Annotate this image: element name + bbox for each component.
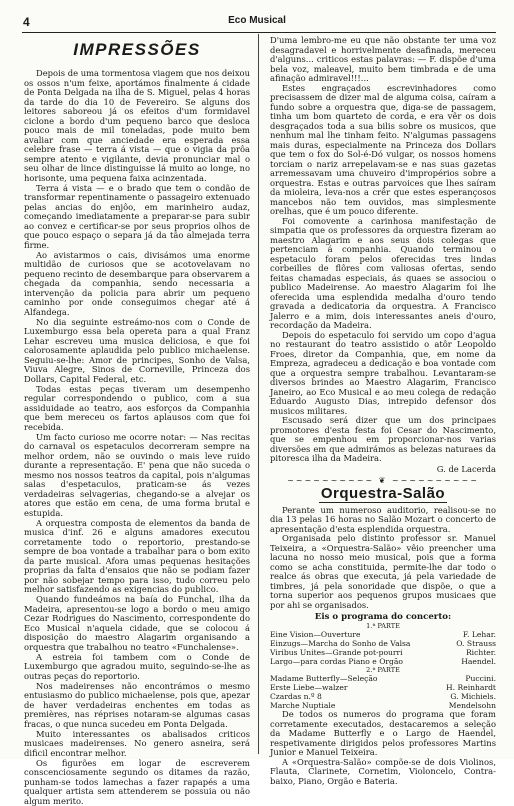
program-item (270, 630, 496, 639)
program-item (270, 639, 496, 648)
section-heading-text: Orquestra-Salão (319, 485, 447, 503)
program-composer: G. Michiels. (450, 692, 496, 701)
paragraph: D'uma lembro-me eu que não obstante ter uma voz desagradavel e horrivelmente desafinada, mereceu d'alguns... criticos estas palavras: — F. dispõe d'uma bela voz, maleavel, muito bem timbrada e de uma afinação admiravel!!!... (270, 36, 496, 84)
left-column (24, 36, 250, 756)
program-composer: Puccini. (465, 674, 496, 683)
program-work: Marche Nuptiale (270, 701, 335, 710)
paragraph: Depois de uma tormentosa viagem que nos deixou os ossos n'um feixe, aportámos finalmente á cidade de Ponta Delgada na ilha de S. Miguel, pelas 4 horas da tarde do dia 10 de Fevereiro. Se alguns dos leitores saboreou já os efeitos d'um formidavel ciclone a bordo d'um pequeno barco que desloca pouco mais de mil toneladas, pode muito bem avaliar com que anciedade era esperada essa celebre frase — terra á vista — que o vigia da prôa sempre atento e vigilante, devia pronunciar mal o seu olhar de lince distinguisse lá muito ao longe, no horisonte, uma pequena faixa acinzentada. (24, 69, 250, 183)
right-column (270, 36, 496, 756)
paragraph: A «Orquestra-Salão» compõe-se de dois Violinos, Flauta, Clarinete, Cornetim, Violoncelo, Contra-baixo, Piano, Orgão e Bateria. (270, 758, 496, 787)
program-composer: Mendelsohn (449, 701, 496, 710)
paragraph: No dia seguinte estreámo-nos com o Conde de Luxemburgo essa bela opereta para a qual Franz Lehar escreveu uma musica deliciosa, e que foi calorosamente aplaudida pelo publico michaelense. Seguiu-se-lhe: Amor de principes, Sonho de Valsa, Viuva Alegre, Sinos de Corneville, Princeza dos Dollars, Capital Federal, etc. (24, 318, 250, 385)
program-item (270, 692, 496, 701)
program-composer: Haendel. (461, 657, 496, 666)
paragraph: Os figurões em logar de escreverem conscenciosamente segundo os ditames da razão, punham-se todos lamechas a fazer rapapés a uma qualquer artista sem attenderem se possuia ou não algum merito. (24, 759, 250, 806)
program-title: Eis o programa do concerto: (270, 612, 496, 622)
paragraph: De todos os numeros do programa que foram corretamente executados, destacaremos a seleção da Madame Butterfly e o Largo de Haendel, respetivamente dirigidos pelos professores Martins Junior e Manuel Teixeira. (270, 710, 496, 758)
program-composer: Richter. (466, 648, 496, 657)
paragraph: Nos madeirenses não encontrámos o mesmo entusiasmo do publico michaelense, pois que, apezar de haver verdadeiras enchentes em todas as premières, nas réprises notaram-se algumas casas fracas, o que nunca sucedeu em Ponta Delgada. (24, 682, 250, 730)
program-item (270, 683, 496, 692)
paragraph: Perante um numeroso auditorio, realisou-se no dia 13 pelas 16 horas no Salão Mozart o concerto de apresentação d'esta esplendida orquestra. (270, 506, 496, 535)
paragraph: Um facto curioso me ocorre notar: — Nas recitas do carnaval os espetaculos decorreram sempre na melhor ordem, não se ouvindo o mais leve ruido durante a representação. E' pena que não suceda o mesmo nos nossos teatros da capital, pois n'algumas salas d'espetaculos, praticam-se ás vezes verdadeiras selvagerias, chegando-se a alvejar os atores que estão em cena, de uma forma brutal e estupida. (24, 433, 250, 519)
paragraph: Estes engraçados escrevinhadores como precisassem de dizer mal de alguma coisa, caíram a fundo sobre a orquestra que, diga-se de passagem, tinha um bom quarteto de corda, e era vêr os dois desgraçados toda a sua bilis sobre os musicos, que nenhum mal lhe tinham feito. N'algumas passagens mais duras, especialmente na Princeza dos Dollars que tem o fox do Sol-é-Dó vulgar, os nossos homens torciam o nariz arrepelavam-se e nas suas gazetas arremessavam uma chuveiro d'impropérios sobre a orquestra. Estas e outras parvoices que lhes saíram da mioleira, leva-nos a crêr que estes esperançosos mancebos não tem ouvidos, mas simplesmente orelhas, que é um pouco diferente. (270, 84, 496, 217)
paragraph: Ao avistarmos o cais, divisámos uma enorme multidão de curiosos que se acotovelavam no pequeno recinto de desembarque para observarem a chegada da companhia, sendo necessaria a intervenção da policia para abrir um pequeno caminho por onde conseguimos chegar até á Alfandega. (24, 251, 250, 318)
program-composer: O. Strauss (456, 639, 496, 648)
program-item (270, 648, 496, 657)
paragraph: Todas estas peças tiveram um desempenho regular correspondendo o publico, com a sua assiduidade ao teatro, aos esforços da Companhia que bem mereceu os fartos aplausos com que foi recebida. (24, 385, 250, 433)
paragraph: Escusado será dizer que um dos principaes promotores d'esta festa foi Cesar do Nascimento, que se empenhou em proporcionar-nos varias diversões em que admirámos as belezas naturaes da pitoresca ilha da Madeira. (270, 416, 496, 464)
paragraph: A estreia foi tambem com o Conde de Luxemburgo que agradou muito, seguindo-se-lhe as outras peças do reportorio. (24, 653, 250, 682)
paragraph: Foi comovente a carinhosa manifestação de simpatia que os professores da orquestra fizeram ao maestro Alagarim e aos seus dois colegas que pertenciam á companhia. Quando terminou o espetaculo foram pelos oferecidas tres lindas corbeilles de flôres com valiosas ofertas, sendo feitas chamadas especiais, ás quaes se associou o publico Madeirense. Ao maestro Alagarim foi lhe oferecida uma esplendida medalha d'ouro tendo gravada a dedicatoria da orquestra. A Francisco Jalerro e a mim, dois interessantes aneis d'ouro, recordação da Madeira. (270, 217, 496, 331)
program-list (270, 674, 496, 710)
paragraph: A orquestra composta de elementos da banda de musica d'inf. 26 e alguns amadores executou corretamente todo o reportorio, prestando-se sempre de boa vontade a trabalhar para o bom exito da parte musical. Afora umas pequenas hesitações proprias da falta d'ensaios que não se podiam fazer por não sobejar tempo para isso, tudo correu pelo melhor satisfazendo as exigencias do publico. (24, 519, 250, 595)
program-item (270, 674, 496, 683)
part-label: 2.ª PARTE (270, 666, 496, 674)
program-work: Eine Vision—Ouverture (270, 630, 361, 639)
program-work: Erste Liebe—walzer (270, 683, 348, 692)
paragraph: Muito interessantes os abalisados criticos musicaes madeirenses. No genero asneira, será dificil encontrar melhor. (24, 730, 250, 759)
paragraph: Organisada pelo distinto professor sr. Manuel Teixeira, a «Orquestra-Salão» vêio preencher uma lacuna no nosso meio musical, pois que a forma como se acha constituida, permite-lhe dar todo o realce ás obras que executa, já pela variedade de timbres, já pela sonoridade que dispõe, o que a torna superior aos pequenos grupos musicaes que por ahi se organisados. (270, 534, 496, 610)
section-heading (270, 485, 496, 502)
program-composer: F. Lehar. (463, 630, 496, 639)
program-work: Czardas n.º 8 (270, 692, 322, 701)
program-list (270, 630, 496, 666)
program-composer: H. Reinhardt (446, 683, 496, 692)
paragraph: Terra á vista — e o brado que tem o condão de transformar repentinamente o passageiro extenuado pelas ancias do enjôo, em marinheiro audaz, começando imediatamente a preparar-se para subir ao convez e certificar-se por seus proprios olhos de que pouco espaço o separa já da tão almejada terra firme. (24, 184, 250, 251)
program-work: Largo—para cordas Piano e Orgão (270, 657, 403, 666)
paragraph: Quando fundeámos na baía do Funchal, ilha da Madeira, apresentou-se logo a bordo o meu amigo Cezar Rodrigues do Nascimento, correspondente do Eco Musical n'aquela cidade, que se colocou á disposição do maestro Alagarim organisando a orquestra que trabalhou no teatro «Funchalense». (24, 595, 250, 652)
article-heading: IMPRESSÕES (24, 40, 250, 60)
part-label: 1.ª PARTE (270, 622, 496, 630)
program-work: Madame Butterfly—Seleção (270, 674, 377, 683)
page-header (0, 15, 514, 31)
header-rule (22, 32, 496, 33)
program-work: Viribus Unites—Grande pot-pourri (270, 648, 403, 657)
paragraph: Depois do espetaculo foi servido um copo d'agua no restaurant do teatro assistido o atôr Leopoldo Froes, diretor da Companhia, que, em nome da Empreza, agradeceu a dedicação e boa vontade com que a orquestra sempre trabalhou. Levantaram-se diversos brindes ao Maestro Alagarim, Francisco Janeiro, ao Eco Musical e ao meu colega de redação Eduardo Augusto Dias, intrepido defensor dos musicos militares. (270, 331, 496, 417)
ornament-divider: ~~~~~~~~~~ ❦ ~~~~~~~~~~ (270, 476, 496, 485)
program-work: Einzugs—Marcha do Sonho de Valsa (270, 639, 410, 648)
program-item (270, 657, 496, 666)
author-signature: G. de Lacerda (270, 464, 496, 474)
page-number: 4 (23, 15, 30, 29)
column-separator (258, 34, 259, 754)
running-title: Eco Musical (0, 15, 514, 26)
